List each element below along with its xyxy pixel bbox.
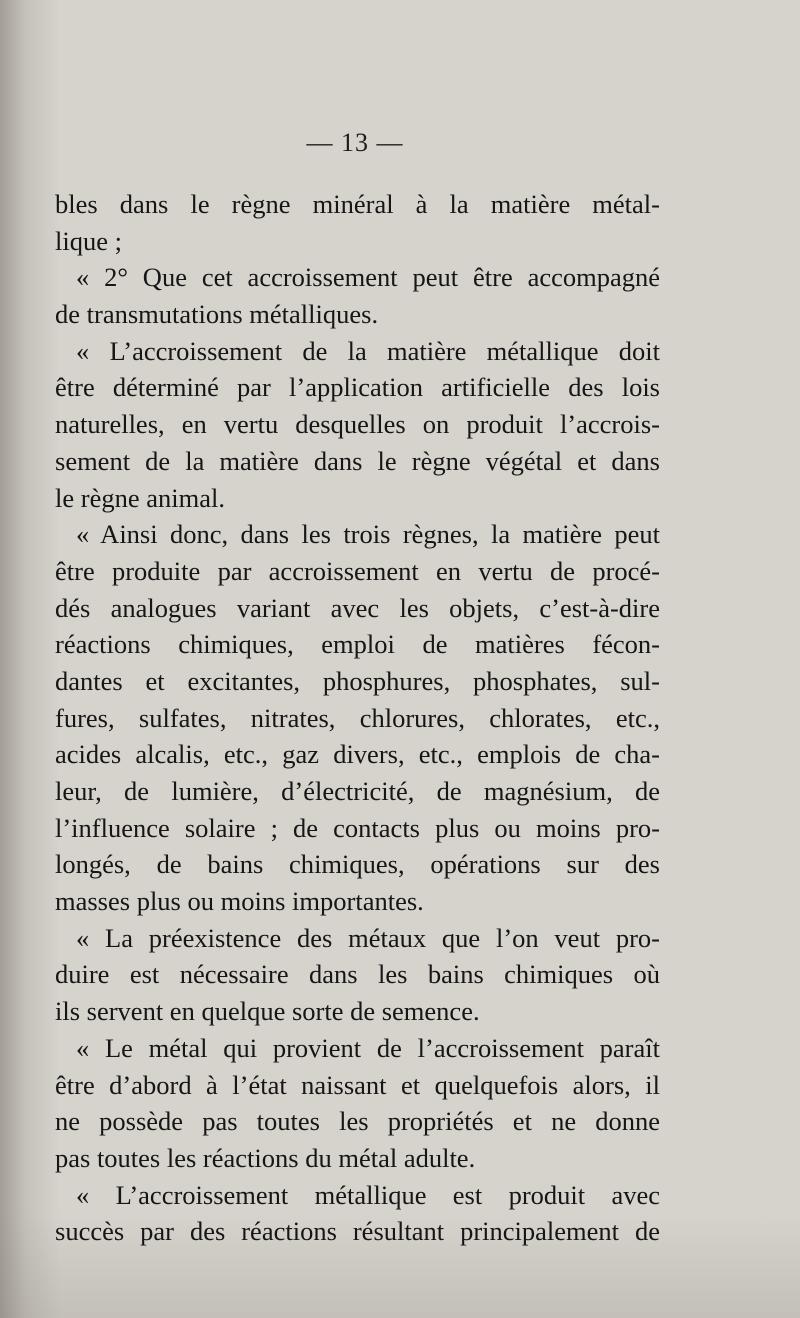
page-number: — 13 — xyxy=(306,128,404,157)
text-line: dantes et excitantes, phosphures, phosphates, sul- xyxy=(55,665,660,696)
text-line: masses plus ou moins importantes. xyxy=(55,886,424,917)
text-line: ne possède pas toutes les propriétés et ne donne xyxy=(55,1106,660,1137)
text-line: duire est nécessaire dans les bains chimiques où xyxy=(55,959,660,990)
text-line: « L’accroissement de la matière métallique doit xyxy=(76,335,660,366)
text-line: « La préexistence des métaux que l’on veut pro- xyxy=(76,922,660,953)
text-line: longés, de bains chimiques, opérations sur des xyxy=(55,849,660,880)
text-line: succès par des réactions résultant principalement de xyxy=(55,1216,660,1247)
text-line: le règne animal. xyxy=(55,482,225,513)
text-line: être déterminé par l’application artificielle des lois xyxy=(55,372,660,403)
text-line: sement de la matière dans le règne végétal et dans xyxy=(55,445,660,476)
text-line: dés analogues variant avec les objets, c’est-à-dire xyxy=(55,592,660,623)
text-line: réactions chimiques, emploi de matières fécon- xyxy=(55,629,660,660)
text-line: acides alcalis, etc., gaz divers, etc., emplois de cha- xyxy=(55,739,660,770)
text-line: être d’abord à l’état naissant et quelquefois alors, il xyxy=(55,1069,660,1100)
text-line: lique ; xyxy=(55,225,122,256)
text-line: bles dans le règne minéral à la matière métal- xyxy=(55,189,660,219)
text-line: « 2° Que cet accroissement peut être accompagné xyxy=(76,262,660,293)
text-line: fures, sulfates, nitrates, chlorures, chlorates, etc., xyxy=(55,702,660,733)
text-line: « Ainsi donc, dans les trois règnes, la matière peut xyxy=(76,519,660,550)
text-line: pas toutes les réactions du métal adulte. xyxy=(55,1142,476,1173)
text-line: naturelles, en vertu desquelles on produit l’accrois- xyxy=(55,409,660,440)
text-line: « L’accroissement métallique est produit avec xyxy=(76,1179,660,1210)
text-line: ils servent en quelque sorte de semence. xyxy=(55,996,480,1027)
body-text xyxy=(55,186,660,1250)
text-line: être produite par accroissement en vertu de procé- xyxy=(55,555,660,586)
text-line: « Le métal qui provient de l’accroissement paraît xyxy=(76,1032,660,1063)
text-line: de transmutations métalliques. xyxy=(55,299,379,330)
text-line: leur, de lumière, d’électricité, de magnésium, de xyxy=(55,776,660,806)
text-line: l’influence solaire ; de contacts plus ou moins pro- xyxy=(55,812,660,843)
